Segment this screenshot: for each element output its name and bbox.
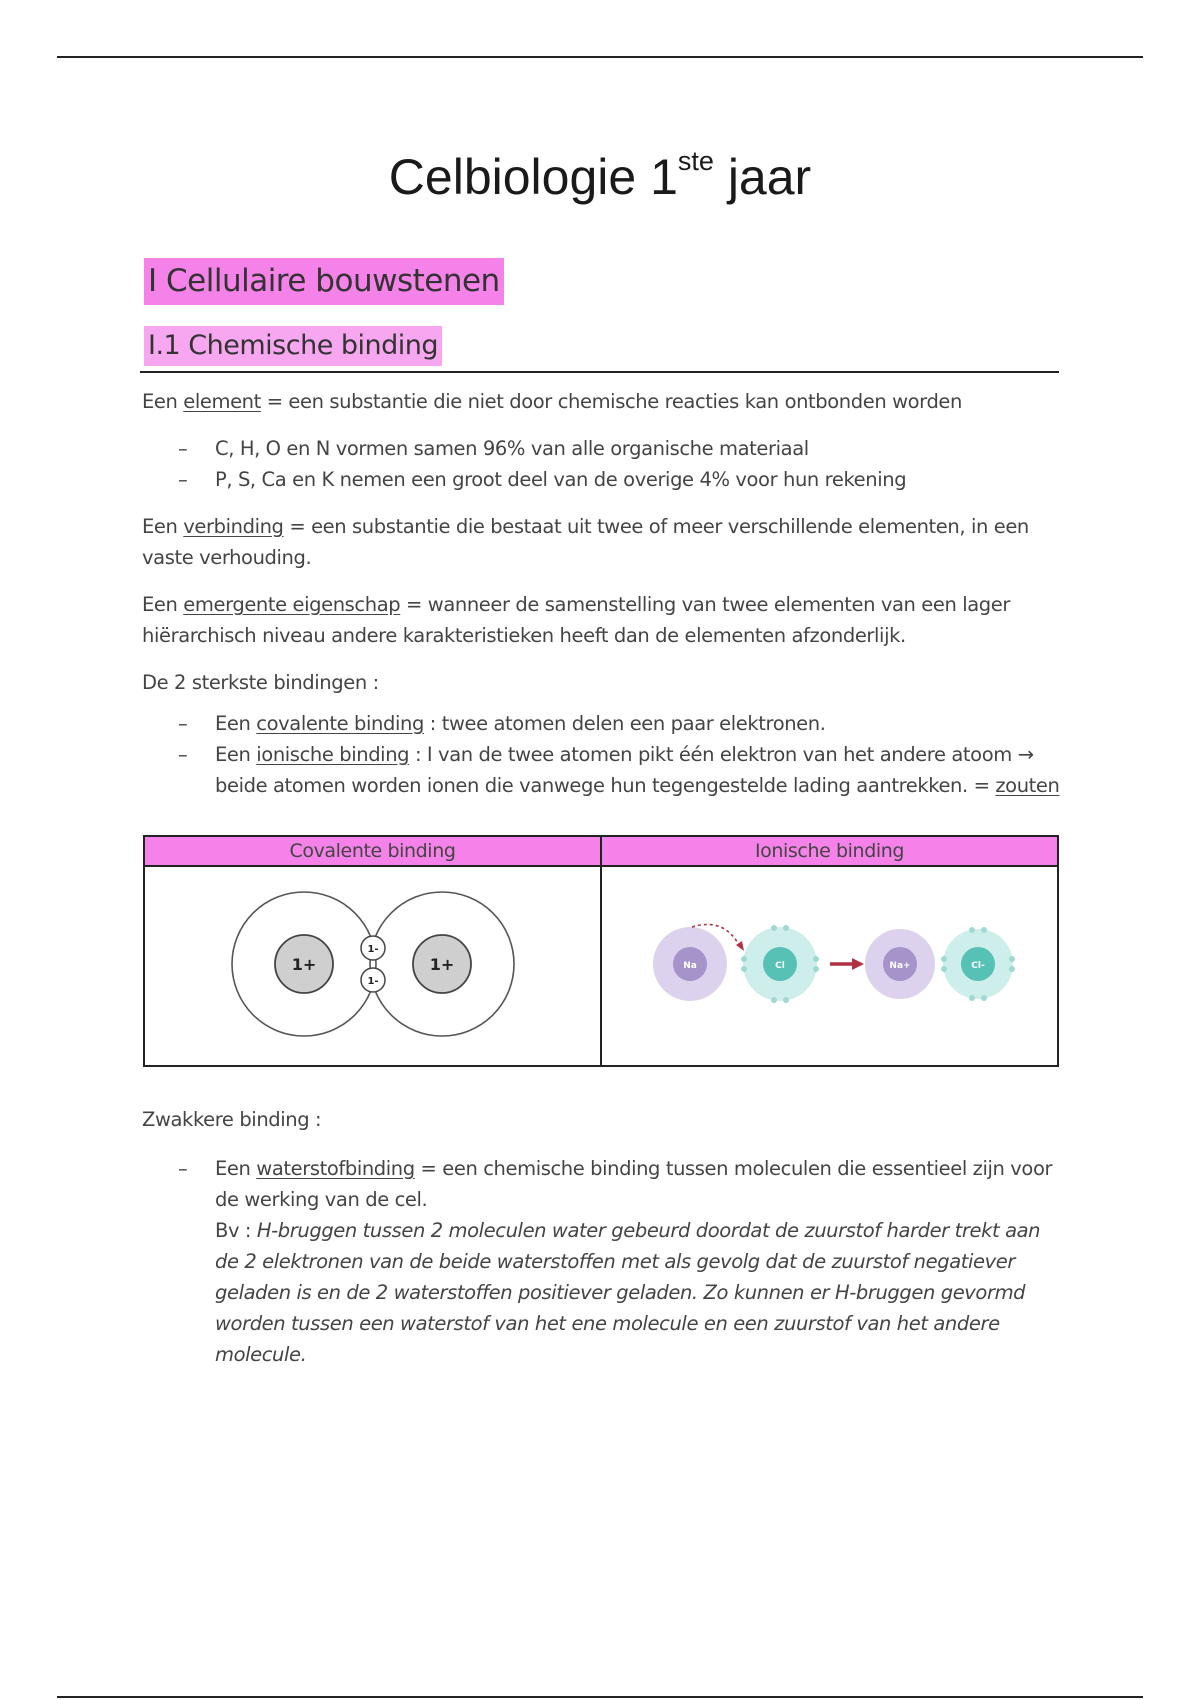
- term-covalent: covalente binding: [256, 712, 424, 735]
- table-header-ionic: Ionische binding: [601, 836, 1058, 866]
- ionic-diagram-cell: [601, 866, 1058, 1066]
- weak-bond-list: [142, 1153, 1067, 1370]
- term-waterstofbinding: waterstofbinding: [256, 1157, 415, 1180]
- bottom-rule: [57, 1696, 1143, 1698]
- cl-ion-label: Cl-: [970, 961, 985, 971]
- example-text: H-bruggen tussen 2 moleculen water gebeurd doordat de zuurstof harder trekt aan de 2 elektronen van de beide waterstoffen met als gevolg dat de zuurstof negatiever geladen is en de 2 waterstoffen positiever geladen. Zo kunnen er H-bruggen gevormd worden tussen een waterstof van het ene molecule en een zuurstof van het andere molecule.: [215, 1219, 1041, 1366]
- table-header-covalent: Covalente binding: [144, 836, 601, 866]
- electron-label: 1-: [366, 944, 379, 955]
- weaker-intro: Zwakkere binding :: [142, 1108, 322, 1131]
- weaker-bonds-section: [142, 1104, 1067, 1386]
- verbinding-definition: Een verbinding = een substantie die bestaat uit twee of meer verschillende elementen, in een vaste verhouding.: [142, 515, 1029, 569]
- reaction-arrowhead: [852, 958, 864, 970]
- list-item: – Een covalente binding : twee atomen delen een paar elektronen.: [142, 708, 1067, 739]
- left-nucleus-label: 1+: [291, 955, 316, 974]
- subsection-rule: [140, 371, 1059, 373]
- term-zouten: zouten: [995, 774, 1060, 797]
- subsection-heading: I.1 Chemische binding: [144, 326, 442, 366]
- list-item: – Een waterstofbinding = een chemische binding tussen moleculen die essentieel zijn voor de werking van de cel. Bv : H-bruggen tussen 2 moleculen water gebeurd doordat de zuurstof harder trekt aan de 2 elektronen van de beide waterstoffen met als gevolg dat de zuurstof negatiever geladen is en de 2 waterstoffen positiever geladen. Zo kunnen er H-bruggen gevormd worden tussen een waterstof van het ene molecule en een zuurstof van het andere molecule.: [142, 1153, 1067, 1370]
- na-ion-label: Na+: [888, 961, 911, 971]
- term-element: element: [183, 390, 261, 413]
- covalent-bond-diagram: [223, 884, 523, 1044]
- ionic-bond-diagram: [640, 909, 1020, 1019]
- example-label: Bv :: [215, 1219, 257, 1242]
- element-definition: Een element = een substantie die niet door chemische reacties kan ontbonden worden: [142, 390, 962, 413]
- list-item: – Een ionische binding : I van de twee atomen pikt één elektron van het andere atoom → beide atomen worden ionen die vanwege hun tegengestelde lading aantrekken. = zouten: [142, 739, 1067, 801]
- term-verbinding: verbinding: [183, 515, 284, 538]
- body-text: [142, 386, 1067, 817]
- element-list: [142, 433, 1067, 495]
- electron-transfer-arrowhead: [736, 941, 744, 951]
- term-emergent: emergente eigenschap: [183, 593, 401, 616]
- na-label: Na: [682, 961, 697, 971]
- cl-label: Cl: [774, 961, 785, 971]
- bond-comparison-table: [143, 835, 1059, 1067]
- list-item: – P, S, Ca en K nemen een groot deel van de overige 4% voor hun rekening: [142, 464, 1067, 495]
- strong-bond-list: [142, 708, 1067, 801]
- page-title: Celbiologie 1ste jaar: [388, 146, 812, 205]
- electron-label: 1-: [366, 976, 379, 987]
- covalent-diagram-cell: [144, 866, 601, 1066]
- emergent-definition: Een emergente eigenschap = wanneer de samenstelling van twee elementen van een lager hiërarchisch niveau andere karakteristieken heeft dan de elementen afzonderlijk.: [142, 593, 1010, 647]
- section-heading: I Cellulaire bouwstenen: [144, 258, 504, 305]
- list-item: – C, H, O en N vormen samen 96% van alle organische materiaal: [142, 433, 1067, 464]
- top-rule: [57, 56, 1143, 58]
- term-ionic: ionische binding: [256, 743, 410, 766]
- right-nucleus-label: 1+: [429, 955, 454, 974]
- strongest-intro: De 2 sterkste bindingen :: [142, 671, 379, 694]
